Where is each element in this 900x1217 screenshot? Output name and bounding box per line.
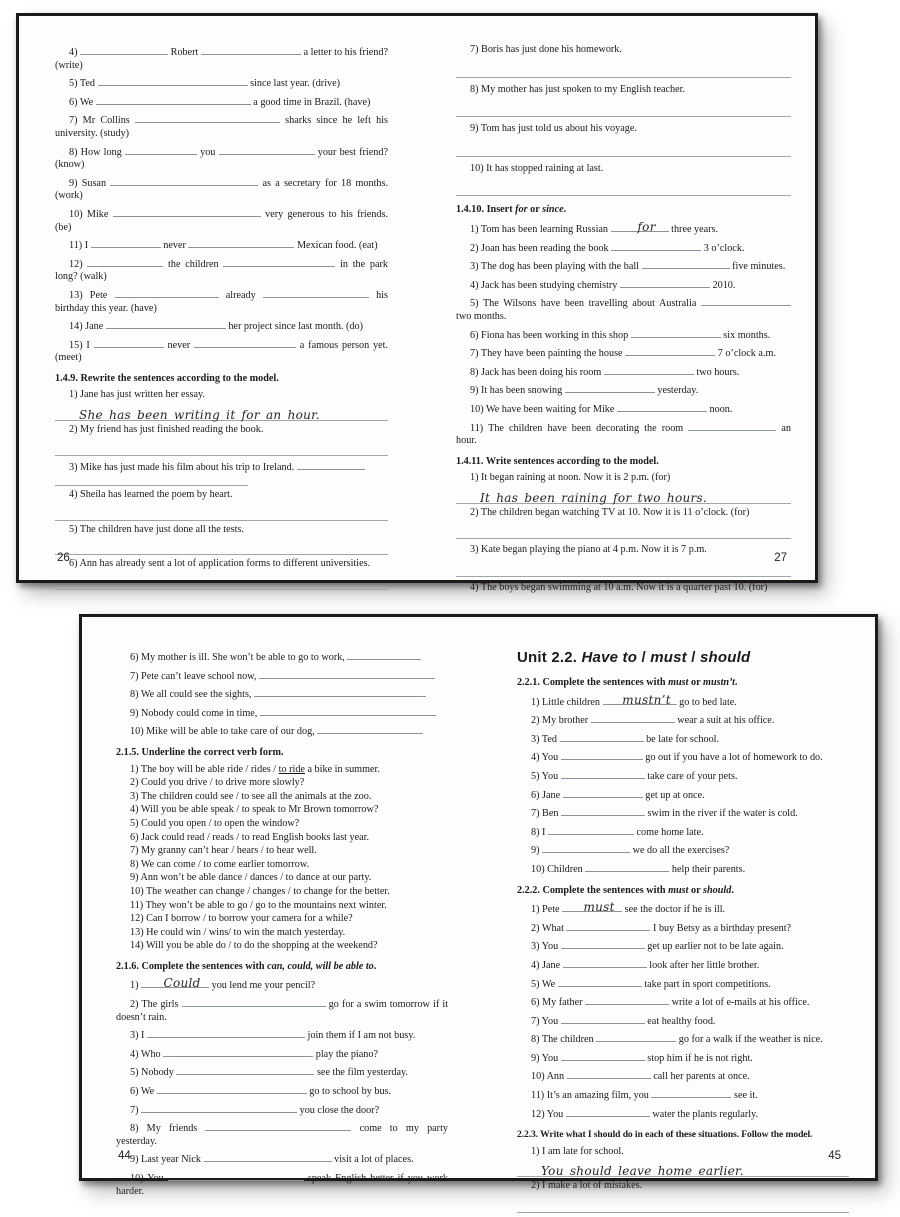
- blank-field: [91, 237, 161, 248]
- exercise-item: 7) Pete can’t leave school now,: [116, 668, 448, 684]
- blank-field: [113, 206, 261, 217]
- page-number-45: 45: [828, 1150, 841, 1162]
- blank-field: [254, 686, 426, 697]
- section-heading: 1.4.11. Write sentences according to the model.: [456, 455, 659, 467]
- page-44-content: [116, 649, 448, 1201]
- answer-line: [456, 178, 791, 196]
- blank-field: [87, 256, 163, 267]
- answer-line: [456, 60, 791, 78]
- section-heading: 1.4.9. Rewrite the sentences according to the model.: [55, 372, 279, 384]
- exercise-item: 1) Jane has just written her essay.: [69, 389, 205, 401]
- answer-line: [55, 539, 388, 555]
- blank-field: [141, 1102, 297, 1113]
- blank-field: [542, 842, 630, 853]
- blank-field: [157, 1083, 307, 1094]
- exercise-item: 9) we do all the exercises?: [517, 842, 849, 858]
- exercise-item: 15) I never a famous person yet. (meet): [55, 337, 388, 365]
- exercise-item: 6) Jack could read / reads / to read English books last year.: [130, 831, 370, 843]
- exercise-item: 5) We take part in sport competitions.: [517, 976, 849, 992]
- exercise-item: 9) Nobody could come in time,: [116, 705, 448, 721]
- blank-field: [205, 1120, 351, 1131]
- exercise-item: 10) You speak English better if you work harder.: [116, 1170, 448, 1198]
- page-26-content: [55, 44, 388, 593]
- exercise-item: 5) The Wilsons have been travelling about Australia two months.: [456, 295, 791, 323]
- exercise-item: 9) Tom has just told us about his voyage.: [470, 123, 637, 135]
- exercise-item: 3) I join them if I am not busy.: [116, 1027, 448, 1043]
- exercise-item: 2) Could you drive / to drive more slowly?: [130, 777, 305, 789]
- exercise-item: 7) My granny can’t hear / hears / to hear well.: [130, 845, 317, 857]
- blank-field: [297, 459, 365, 470]
- exercise-item: 7) you close the door?: [116, 1102, 448, 1118]
- exercise-item: 3) Mike has just made his film about his trip to Ireland.: [55, 459, 388, 475]
- handwritten-answer: Could: [163, 976, 201, 991]
- blank-field: [604, 364, 694, 375]
- blank-field: [201, 44, 301, 55]
- exercise-item: 10) We have been waiting for Mike noon.: [456, 401, 791, 417]
- exercise-item: 6) We go to school by bus.: [116, 1083, 448, 1099]
- exercise-item: 1) The boy will be able ride / rides / to ride a bike in summer.: [130, 763, 380, 775]
- handwritten-answer-line: [456, 488, 791, 504]
- blank-field: [585, 994, 669, 1005]
- exercise-item: 8) How long you your best friend? (know): [55, 144, 388, 172]
- exercise-item: 9) You stop him if he is not right.: [517, 1050, 849, 1066]
- blank-field: [561, 1050, 645, 1061]
- exercise-item: 4) Sheila has learned the poem by heart.: [69, 489, 233, 501]
- answer-line: [55, 440, 388, 456]
- blank-field: [135, 112, 280, 123]
- exercise-item: 2) The children began watching TV at 10. Now it is 11 o’clock. (for): [470, 506, 750, 518]
- blank-field: [561, 938, 645, 949]
- blank-field: [115, 287, 219, 298]
- blank-field: [617, 401, 707, 412]
- exercise-item: 11) I never Mexican food. (eat): [55, 237, 388, 253]
- exercise-item: 6) Fiona has been working in this shop six months.: [456, 327, 791, 343]
- section-heading: 2.2.3. Write what I should do in each of these situations. Follow the model.: [517, 1129, 813, 1141]
- exercise-item: 11) It’s an amazing film, you see it.: [517, 1087, 849, 1103]
- handwritten-answer: She has been writing it for an hour.: [79, 408, 320, 423]
- exercise-item: 2) What I buy Betsy as a birthday present?: [517, 920, 849, 936]
- exercise-item: 10) The weather can change / changes / to change for the better.: [130, 885, 390, 897]
- exercise-item: 6) My father write a lot of e-mails at his office.: [517, 994, 849, 1010]
- exercise-item: 6) My mother is ill. She won’t be able to go to work,: [116, 649, 448, 665]
- section-heading: 1.4.10. Insert for or since.: [456, 204, 567, 216]
- exercise-item: 3) Ted be late for school.: [517, 731, 849, 747]
- blank-field: [585, 861, 669, 872]
- exercise-item: 2) The girls go for a swim tomorrow if it doesn’t rain.: [116, 996, 448, 1024]
- exercise-item: 3) Kate began playing the piano at 4 p.m. Now it is 7 p.m.: [470, 544, 707, 556]
- exercise-item: 9) Last year Nick visit a lot of places.: [116, 1151, 448, 1167]
- exercise-item: 9) Ann won’t be able dance / dances / to dance at our party.: [130, 872, 372, 884]
- blank-field: [163, 1046, 313, 1057]
- exercise-item: 8) We all could see the sights,: [116, 686, 448, 702]
- exercise-item: 5) You take care of your pets.: [517, 768, 849, 784]
- blank-field: [642, 258, 730, 269]
- blank-field: [176, 1064, 314, 1075]
- exercise-item: 12) the children in the park long? (walk): [55, 256, 388, 284]
- exercise-item: 10) Ann call her parents at once.: [517, 1068, 849, 1084]
- exercise-item: 2) My brother wear a suit at his office.: [517, 712, 849, 728]
- exercise-item: 7) You eat healthy food.: [517, 1013, 849, 1029]
- answer-line: [55, 505, 388, 521]
- exercise-item: 1) I am late for school.: [531, 1145, 624, 1157]
- blank-field: [110, 175, 258, 186]
- exercise-item: 14) Will you be able do / to do the shopping at the weekend?: [130, 940, 378, 952]
- exercise-item: 5) Ted since last year. (drive): [55, 75, 388, 91]
- blank-field: [204, 1151, 332, 1162]
- exercise-item: 8) I come home late.: [517, 824, 849, 840]
- handwritten-answer-line: [55, 405, 388, 421]
- answer-line: [456, 522, 791, 539]
- blank-field: [560, 731, 644, 742]
- exercise-item: 12) Can I borrow / to borrow your camera for a while?: [130, 913, 353, 925]
- exercise-item: 8) The children go for a walk if the weather is nice.: [517, 1031, 849, 1047]
- answer-line: [55, 574, 388, 590]
- blank-field: [561, 768, 645, 779]
- blank-field: [125, 144, 197, 155]
- exercise-item: 5) Nobody see the film yesterday.: [116, 1064, 448, 1080]
- blank-field: [561, 749, 643, 760]
- unit-title: Unit 2.2. Have to / must / should: [517, 649, 751, 666]
- exercise-item: 4) Jack has been studying chemistry 2010.: [456, 277, 791, 293]
- exercise-item: 8) My mother has just spoken to my English teacher.: [470, 83, 686, 95]
- exercise-item: 4) The boys began swimming at 10 a.m. Now it is a quarter past 10. (for): [470, 582, 768, 594]
- blank-field: [563, 957, 647, 968]
- exercise-item: 4) Will you be able speak / to speak to Mr Brown tomorrow?: [130, 804, 379, 816]
- blank-field: [701, 295, 791, 306]
- exercise-item: 7) Mr Collins sharks since he left his university. (study): [55, 112, 388, 140]
- answer-line: [456, 99, 791, 117]
- exercise-item: 5) The children have just done all the tests.: [69, 523, 244, 535]
- page-45-content: [517, 649, 849, 1217]
- exercise-item: 7) They have been painting the house 7 o’clock a.m.: [456, 345, 791, 361]
- handwritten-answer: for: [637, 219, 656, 234]
- blank-field: [168, 1170, 304, 1181]
- exercise-item: 4) Who play the piano?: [116, 1046, 448, 1062]
- section-heading: 2.1.5. Underline the correct verb form.: [116, 746, 284, 758]
- handwritten-answer: It has been raining for two hours.: [480, 490, 708, 505]
- blank-field: [194, 337, 296, 348]
- blank-field: [263, 287, 369, 298]
- blank-field: [147, 1027, 305, 1038]
- exercise-item: 9) It has been snowing yesterday.: [456, 382, 791, 398]
- page-number-26: 26: [57, 552, 70, 564]
- page-27-content: [456, 44, 791, 620]
- section-heading: 2.2.1. Complete the sentences with must or mustn’t.: [517, 677, 738, 688]
- blank-field: [94, 337, 164, 348]
- exercise-item: 8) My friends come to my party yesterday.: [116, 1120, 448, 1148]
- exercise-item: 4) Robert a letter to his friend? (write): [55, 44, 388, 72]
- blank-field: [259, 668, 435, 679]
- section-heading: 2.1.6. Complete the sentences with can, could, will be able to.: [116, 960, 377, 972]
- blank-field: [260, 705, 436, 716]
- exercise-item: 8) Jack has been doing his room two hours.: [456, 364, 791, 380]
- blank-field: [317, 723, 423, 734]
- exercise-item: 1) It began raining at noon. Now it is 2 p.m. (for): [470, 472, 671, 484]
- blank-field: [611, 240, 701, 251]
- blank-field: [141, 976, 209, 991]
- blank-field: [548, 824, 634, 835]
- answer-line: [456, 598, 791, 615]
- handwritten-answer-line: [517, 1161, 849, 1177]
- section-heading: 2.2.2. Complete the sentences with must or should.: [517, 884, 734, 896]
- blank-field: [98, 75, 248, 86]
- blank-field: [631, 327, 721, 338]
- exercise-item: 11) The children have been decorating the room an hour.: [456, 420, 791, 448]
- exercise-item: 1) Could you lend me your pencil?: [130, 976, 316, 992]
- exercise-item: 8) We can come / to come earlier tomorrow.: [130, 858, 310, 870]
- page-number-44: 44: [118, 1150, 131, 1162]
- answer-line: [456, 139, 791, 157]
- answer-line: [55, 477, 248, 486]
- blank-field: [566, 1106, 650, 1117]
- blank-field: [565, 382, 655, 393]
- exercise-item: 10) Children help their parents.: [517, 861, 849, 877]
- handwritten-answer: mustn’t: [622, 692, 671, 707]
- answer-line: [517, 1196, 849, 1213]
- exercise-item: 1) Tom has been learning Russian for three years.: [470, 219, 719, 235]
- book-spread-pages-26-27: [16, 13, 818, 594]
- exercise-item: 6) Ann has already sent a lot of application forms to different universities.: [69, 558, 371, 570]
- blank-field: [603, 694, 677, 705]
- exercise-item: 6) We a good time in Brazil. (have): [55, 94, 388, 110]
- page-number-27: 27: [774, 552, 787, 564]
- blank-field: [182, 996, 326, 1007]
- blank-field: [106, 318, 226, 329]
- exercise-item: 7) Boris has just done his homework.: [470, 44, 622, 55]
- blank-field: [566, 920, 650, 931]
- handwritten-answer: must: [583, 900, 615, 915]
- exercise-item: 2) My friend has just finished reading the book.: [69, 424, 264, 436]
- blank-field: [625, 345, 715, 356]
- blank-field: [96, 94, 251, 105]
- exercise-item: 1) Little children mustn’t go to bed late.: [531, 692, 737, 708]
- exercise-item: 7) Ben swim in the river if the water is cold.: [517, 805, 849, 821]
- exercise-item: 11) They won’t be able to go / go to the mountains next winter.: [130, 899, 387, 911]
- exercise-item: 2) Joan has been reading the book 3 o’clock.: [456, 240, 791, 256]
- exercise-item: 2) I make a lot of mistakes.: [531, 1180, 643, 1192]
- exercise-item: 3) The children could see / to see all the animals at the zoo.: [130, 790, 372, 802]
- blank-field: [620, 277, 710, 288]
- exercise-item: 12) You water the plants regularly.: [517, 1106, 849, 1122]
- exercise-item: 13) He could win / wins/ to win the match yesterday.: [130, 926, 346, 938]
- exercise-item: 3) You get up earlier not to be late again.: [517, 938, 849, 954]
- exercise-item: 9) Susan as a secretary for 18 months. (work): [55, 175, 388, 203]
- exercise-item: 4) Jane look after her little brother.: [517, 957, 849, 973]
- exercise-item: 14) Jane her project since last month. (do): [55, 318, 388, 334]
- blank-field: [558, 976, 642, 987]
- handwritten-answer: You should leave home earlier.: [541, 1164, 744, 1179]
- exercise-item: 3) The dog has been playing with the ball five minutes.: [456, 258, 791, 274]
- blank-field: [223, 256, 335, 267]
- blank-field: [219, 144, 315, 155]
- blank-field: [591, 712, 675, 723]
- exercise-item: 10) Mike will be able to take care of our dog,: [116, 723, 448, 739]
- exercise-item: 10) It has stopped raining at last.: [470, 162, 604, 174]
- exercise-item: 5) Could you open / to open the window?: [130, 817, 300, 829]
- exercise-item: 1) Pete must see the doctor if he is ill.: [531, 900, 726, 916]
- blank-field: [561, 1013, 645, 1024]
- exercise-item: 6) Jane get up at once.: [517, 787, 849, 803]
- answer-line: [456, 560, 791, 577]
- blank-field: [651, 1087, 731, 1098]
- blank-field: [611, 221, 669, 232]
- blank-field: [80, 44, 168, 55]
- blank-field: [688, 420, 776, 431]
- blank-field: [567, 1068, 651, 1079]
- exercise-item: 4) You go out if you have a lot of homework to do.: [517, 749, 849, 765]
- blank-field: [596, 1031, 676, 1042]
- exercise-item: 10) Mike very generous to his friends. (be): [55, 206, 388, 234]
- exercise-item: 13) Pete already his birthday this year. (have): [55, 287, 388, 315]
- blank-field: [562, 900, 622, 915]
- blank-field: [563, 787, 643, 798]
- blank-field: [561, 805, 645, 816]
- blank-field: [188, 237, 294, 248]
- book-spread-pages-44-45: [79, 614, 878, 1197]
- blank-field: [347, 649, 421, 660]
